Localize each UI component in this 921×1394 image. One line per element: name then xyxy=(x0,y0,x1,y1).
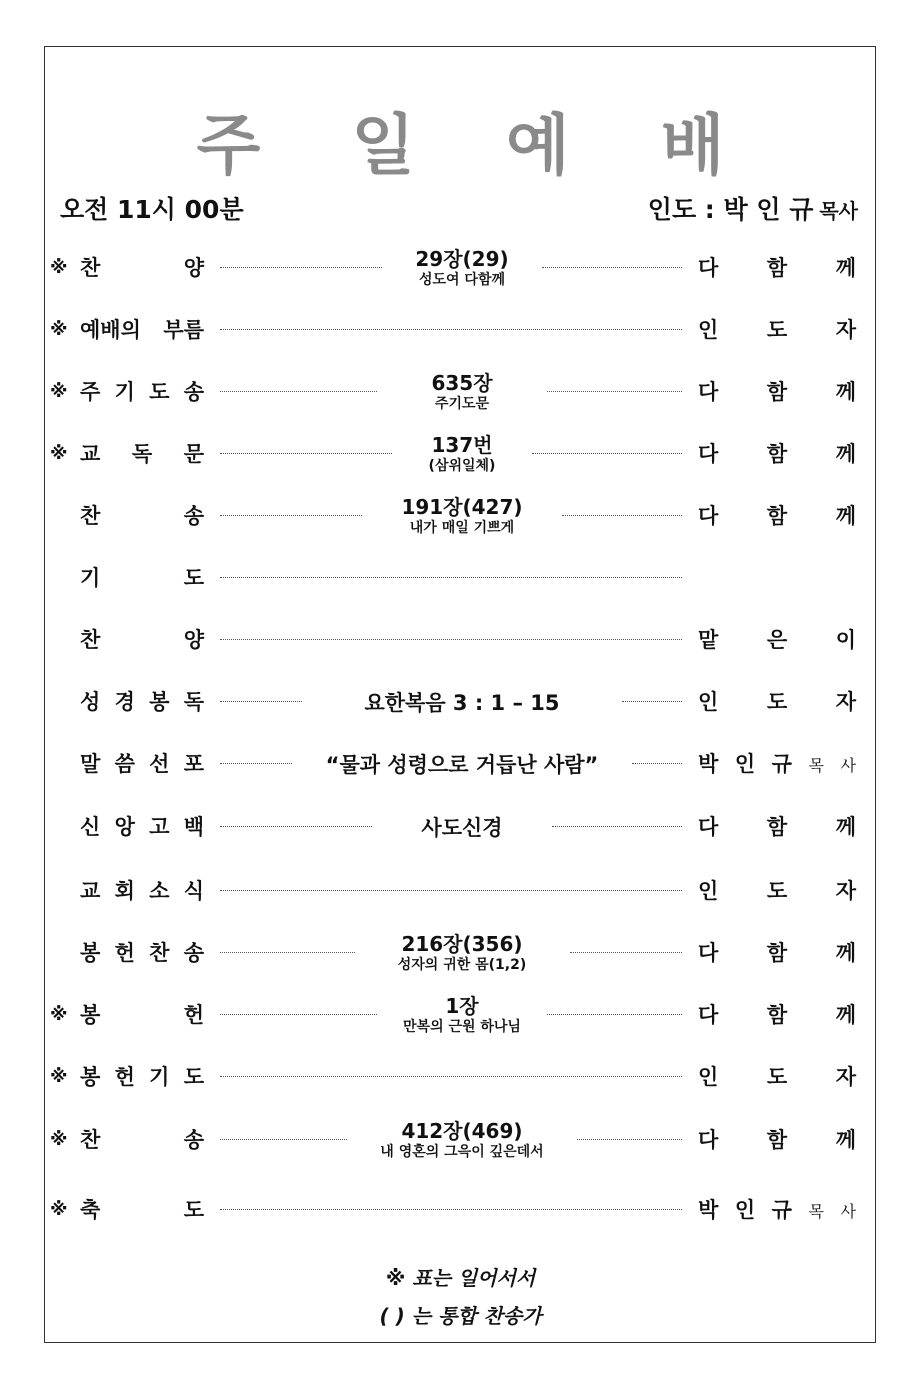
item-main-text: 1장 xyxy=(445,994,479,1018)
item-name: 찬 송 xyxy=(80,1128,204,1152)
leader-dots xyxy=(220,1014,377,1015)
item-responsible: 다 함 께 xyxy=(698,815,856,839)
leader-dots xyxy=(570,952,683,953)
item-name: 교 회 소 식 xyxy=(80,879,204,903)
item-main-text: “물과 성령으로 거듭난 사람” xyxy=(325,753,599,777)
item-responsible: 인 도 자 xyxy=(698,879,856,903)
item-main-text: 사도신경 xyxy=(421,816,503,840)
order-item xyxy=(0,424,921,484)
item-name: 주 기 도 송 xyxy=(80,380,204,404)
item-main-text: 137번 xyxy=(431,433,493,457)
item-responsible: 인 도 자 xyxy=(698,1065,856,1089)
leader-dots xyxy=(220,515,362,516)
item-main-text: 29장(29) xyxy=(415,247,509,271)
leader-position: 목사 xyxy=(819,199,858,223)
item-content xyxy=(262,362,662,422)
responsible-char: 규 xyxy=(771,752,792,776)
item-name: 축 도 xyxy=(80,1198,204,1222)
order-item xyxy=(0,610,921,670)
responsible-char: 목 xyxy=(808,1202,824,1221)
order-item xyxy=(0,797,921,857)
item-responsible: 다 함 께 xyxy=(698,941,856,965)
leader-dots xyxy=(220,391,377,392)
standing-mark: ※ xyxy=(50,1129,68,1150)
item-responsible xyxy=(698,1180,856,1240)
leader-dots xyxy=(220,329,682,330)
responsible-char: 박 xyxy=(698,1198,719,1222)
order-item xyxy=(0,672,921,732)
responsible-char: 목 xyxy=(808,756,824,775)
item-main-text: 191장(427) xyxy=(401,495,523,519)
responsible-char: 인 xyxy=(734,1198,756,1222)
item-responsible: 다 함 께 xyxy=(698,380,856,404)
item-responsible: 다 함 께 xyxy=(698,442,856,466)
item-main-text: 412장(469) xyxy=(401,1119,523,1143)
page-title: 주 일 예 배 xyxy=(196,107,759,184)
leader-dots xyxy=(632,763,682,764)
item-responsible: 인 도 자 xyxy=(698,318,856,342)
leader-dots xyxy=(220,890,682,891)
item-sub-text: (삼위일체) xyxy=(428,458,496,474)
item-name: 봉 헌 찬 송 xyxy=(80,941,204,965)
item-name: 봉 헌 기 도 xyxy=(80,1065,204,1089)
standing-mark: ※ xyxy=(50,1199,68,1220)
order-item xyxy=(0,861,921,921)
item-name: 예배의 부름 xyxy=(80,318,204,342)
item-main-text: 216장(356) xyxy=(401,932,523,956)
leader-dots xyxy=(547,391,682,392)
order-item xyxy=(0,1180,921,1240)
item-name: 말 씀 선 포 xyxy=(80,752,204,776)
standing-mark: ※ xyxy=(50,257,68,278)
item-responsible: 다 함 께 xyxy=(698,1128,856,1152)
item-content xyxy=(262,797,662,857)
leader-dots xyxy=(552,826,682,827)
item-content xyxy=(262,923,662,983)
note-hymnal: ( ) 는 통합 찬송가 xyxy=(379,1304,542,1328)
order-item xyxy=(0,238,921,298)
item-responsible: 맡 은 이 xyxy=(698,628,856,652)
responsible-char: 박 xyxy=(698,752,719,776)
item-content xyxy=(262,424,662,484)
item-name: 기 도 xyxy=(80,566,204,590)
standing-mark: ※ xyxy=(50,381,68,402)
item-responsible: 다 함 께 xyxy=(698,256,856,280)
note-standing: ※ 표는 일어서서 xyxy=(385,1266,536,1290)
order-item xyxy=(0,923,921,983)
standing-mark: ※ xyxy=(50,1004,68,1025)
item-content xyxy=(262,238,662,298)
leader-dots xyxy=(220,952,355,953)
order-item xyxy=(0,548,921,608)
leader-dots xyxy=(220,763,292,764)
order-item xyxy=(0,1047,921,1107)
standing-mark: ※ xyxy=(50,443,68,464)
responsible-char: 인 xyxy=(734,752,756,776)
leader-dots xyxy=(220,701,302,702)
responsible-char: 사 xyxy=(840,1202,856,1221)
order-item xyxy=(0,1110,921,1170)
leader-dots xyxy=(622,701,682,702)
item-content xyxy=(262,985,662,1045)
leader-dots xyxy=(220,267,382,268)
item-name: 봉 헌 xyxy=(80,1003,204,1027)
responsible-char: 규 xyxy=(771,1198,792,1222)
leader-dots xyxy=(532,453,682,454)
leader-dots xyxy=(562,515,682,516)
item-content xyxy=(262,486,662,546)
leader-dots xyxy=(220,577,682,578)
order-item xyxy=(0,362,921,422)
item-name: 찬 송 xyxy=(80,504,204,528)
item-responsible: 인 도 자 xyxy=(698,690,856,714)
leader-dots xyxy=(542,267,682,268)
item-sub-text: 내 영혼의 그윽이 깊은데서 xyxy=(380,1144,544,1160)
leader-dots xyxy=(220,1139,347,1140)
leader-dots xyxy=(220,1209,682,1210)
item-sub-text: 성도여 다함께 xyxy=(418,272,506,288)
order-item xyxy=(0,486,921,546)
leader-dots xyxy=(220,826,372,827)
item-name: 신 앙 고 백 xyxy=(80,815,204,839)
item-content xyxy=(262,1110,662,1170)
item-main-text: 635장 xyxy=(431,371,493,395)
item-sub-text: 만복의 근원 하나님 xyxy=(403,1019,521,1035)
item-sub-text: 내가 매일 기쁘게 xyxy=(409,520,515,536)
order-item xyxy=(0,985,921,1045)
item-name: 찬 양 xyxy=(80,628,204,652)
item-content xyxy=(262,672,662,732)
service-time: 오전 11시 00분 xyxy=(60,195,244,224)
item-sub-text: 성자의 귀한 몸(1,2) xyxy=(397,957,527,973)
item-responsible xyxy=(698,734,856,794)
item-name: 교 독 문 xyxy=(80,442,204,466)
standing-mark: ※ xyxy=(50,1066,68,1087)
item-name: 성 경 봉 독 xyxy=(80,690,204,714)
leader-dots xyxy=(220,1076,682,1077)
standing-mark: ※ xyxy=(50,319,68,340)
item-responsible: 다 함 께 xyxy=(698,504,856,528)
leader-dots xyxy=(577,1139,682,1140)
order-item xyxy=(0,300,921,360)
item-name: 찬 양 xyxy=(80,256,204,280)
leader-dots xyxy=(547,1014,682,1015)
leader-label: 인도 : 박 인 규 xyxy=(647,195,814,224)
item-main-text: 요한복음 3 : 1 – 15 xyxy=(364,691,560,715)
leader-dots xyxy=(220,453,392,454)
service-leader xyxy=(648,190,858,226)
order-item xyxy=(0,734,921,794)
item-sub-text: 주기도문 xyxy=(434,396,490,412)
item-responsible: 다 함 께 xyxy=(698,1003,856,1027)
responsible-char: 사 xyxy=(840,756,856,775)
leader-dots xyxy=(220,639,682,640)
item-content xyxy=(262,734,662,794)
